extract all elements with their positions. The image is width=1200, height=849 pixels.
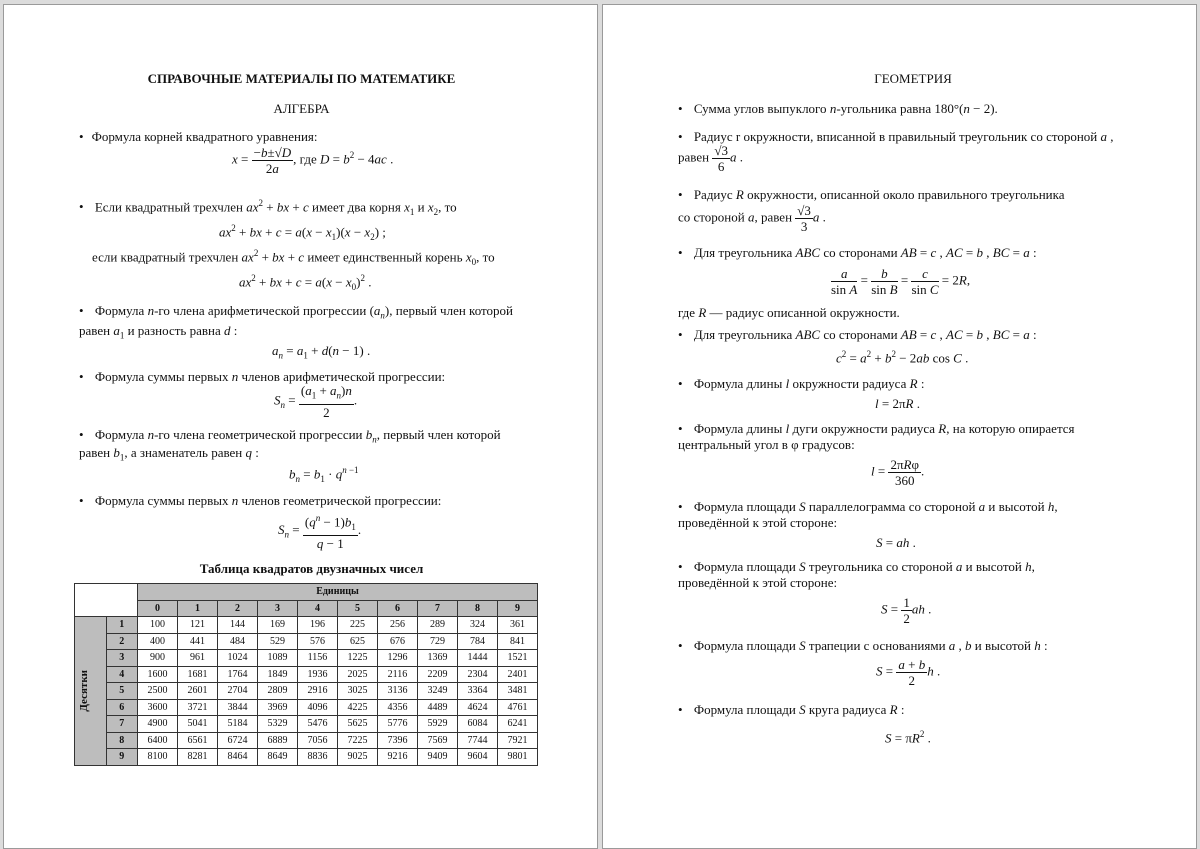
circle-area-item: • Формула площади S круга радиуса R :: [678, 702, 904, 718]
circle-area-formula: $S = \pi R^2$ .: [885, 729, 931, 746]
table-row: [75, 650, 538, 667]
table-cell: 2025: [338, 666, 378, 683]
column-header: 6: [378, 600, 418, 617]
table-cell: 3136: [378, 683, 418, 700]
table-cell: 1296: [378, 650, 418, 667]
geom-nth-formula: $b_n = b_1 \cdot q^{n -1}$: [289, 465, 359, 484]
parallelogram-area-line2: проведённой к этой стороне:: [678, 515, 838, 530]
table-cell: 961: [178, 650, 218, 667]
right-page: [602, 4, 1197, 849]
arith-nth-term-label: • Формула n-го члена арифметической прогрессии $(a_n)$, первый член которой: [79, 303, 513, 321]
table-cell: 900: [138, 650, 178, 667]
sine-law-formula: $\frac{a}{\text{sin A}}$ = $\frac{b}{\text{sin B}}$ = $\frac{c}{\text{sin C}}$ = 2R,: [831, 266, 971, 297]
table-cell: 729: [418, 633, 458, 650]
trapezoid-area-item: • Формула площади S трапеции с основаниями a , b и высотой h :: [678, 638, 1048, 654]
table-cell: 2500: [138, 683, 178, 700]
quadratic-roots-label: • Формула корней квадратного уравнения:: [79, 129, 318, 145]
sine-law-note: где R — радиус описанной окружности.: [678, 305, 900, 320]
table-cell: 1156: [298, 650, 338, 667]
table-cell: 676: [378, 633, 418, 650]
geom-sum-label: • Формула суммы первых n членов геометрической прогрессии:: [79, 493, 441, 509]
table-cell: 5184: [218, 716, 258, 733]
table-cell: 8281: [178, 749, 218, 766]
row-header: 3: [106, 650, 138, 667]
table-cell: 4900: [138, 716, 178, 733]
row-header: 9: [106, 749, 138, 766]
table-cell: 1225: [338, 650, 378, 667]
table-cell: 289: [418, 617, 458, 634]
section-algebra: АЛГЕБРА: [273, 101, 330, 116]
table-cell: 4225: [338, 699, 378, 716]
table-cell: 1600: [138, 666, 178, 683]
table-cell: 6561: [178, 732, 218, 749]
quadratic-formula: x = $\frac{-b\pm√D}{2a}$ , где $D = b^2 - 4ac$ .: [232, 145, 394, 176]
table-cell: 2809: [258, 683, 298, 700]
table-cell: 8649: [258, 749, 298, 766]
inscribed-radius-formula: равен $\frac{√3}{6}$ a .: [678, 143, 743, 174]
table-cell: 121: [178, 617, 218, 634]
square-formula: $ax^2$ + bx + $c = a(x - x_0)^2$ .: [239, 273, 372, 292]
left-page: [3, 4, 598, 849]
table-cell: 9604: [458, 749, 498, 766]
cosine-law-formula: $c^2 = a^2 + b^2 - 2ab$ cos C .: [836, 349, 969, 366]
table-cell: 9025: [338, 749, 378, 766]
triangle-area-line2: проведённой к этой стороне:: [678, 575, 838, 590]
geom-first-term-line: равен $b_1$, а знаменатель равен q :: [79, 445, 259, 463]
table-cell: 3364: [458, 683, 498, 700]
table-row: [75, 617, 538, 634]
circumscribed-radius-formula: со стороной a, равен $\frac{√3}{3}$ a .: [678, 203, 826, 234]
table-cell: 9216: [378, 749, 418, 766]
table-cell: 1444: [458, 650, 498, 667]
table-cell: 7396: [378, 732, 418, 749]
parallelogram-area-formula: S = ah .: [876, 535, 916, 550]
table-cell: 6241: [498, 716, 538, 733]
arith-first-term-line: равен $a_1$ и разность равна d :: [79, 323, 238, 341]
table-cell: 6400: [138, 732, 178, 749]
table-cell: 100: [138, 617, 178, 634]
column-header: 7: [418, 600, 458, 617]
table-cell: 144: [218, 617, 258, 634]
table-cell: 400: [138, 633, 178, 650]
column-header: 3: [258, 600, 298, 617]
table-cell: 4096: [298, 699, 338, 716]
circumscribed-radius-item: • Радиус R окружности, описанной около правильного треугольника: [678, 187, 1065, 203]
column-header: 8: [458, 600, 498, 617]
table-cell: 361: [498, 617, 538, 634]
page-title: СПРАВОЧНЫЕ МАТЕРИАЛЫ ПО МАТЕМАТИКЕ: [147, 71, 456, 86]
table-cell: 2209: [418, 666, 458, 683]
table-cell: 1521: [498, 650, 538, 667]
arc-length-line2: центральный угол в φ градусов:: [678, 437, 855, 452]
table-cell: 4624: [458, 699, 498, 716]
section-geometry: ГЕОМЕТРИЯ: [874, 71, 952, 86]
arc-length-formula: l = $\frac{\text{2πRφ}}{360}$ .: [871, 457, 925, 488]
trinomial-one-root: если квадратный трехчлен $ax^2$ + bx + c имеет единственный корень $x_0$, то: [92, 248, 495, 267]
table-cell: 3600: [138, 699, 178, 716]
tens-header: [75, 617, 107, 766]
trapezoid-area-formula: S = $\frac{a + b}{2}$ h .: [876, 657, 941, 688]
column-header: 9: [498, 600, 538, 617]
table-row: [75, 716, 538, 733]
table-cell: 5476: [298, 716, 338, 733]
table-cell: 1849: [258, 666, 298, 683]
circumference-formula: l = 2πR .: [875, 396, 920, 411]
arc-length-item: • Формула длины l дуги окружности радиуса R, на которую опирается: [678, 421, 1075, 437]
geom-sum-formula: $S_n$ = $\frac{(q^n - 1)b_1}{q - 1}$ .: [278, 513, 362, 551]
table-cell: 2704: [218, 683, 258, 700]
row-header: 8: [106, 732, 138, 749]
table-cell: 3481: [498, 683, 538, 700]
table-cell: 1764: [218, 666, 258, 683]
table-row: [75, 732, 538, 749]
column-header: 5: [338, 600, 378, 617]
table-cell: 6084: [458, 716, 498, 733]
inscribed-radius-item: • Радиус r окружности, вписанной в правильный треугольник со стороной a ,: [678, 129, 1114, 145]
arith-sum-label: • Формула суммы первых n членов арифметической прогрессии:: [79, 369, 445, 385]
table-row: [75, 666, 538, 683]
table-cell: 484: [218, 633, 258, 650]
polygon-angles-item: • Сумма углов выпуклого n-угольника равна 180°(n − 2).: [678, 101, 998, 117]
table-cell: 841: [498, 633, 538, 650]
table-cell: 196: [298, 617, 338, 634]
table-cell: 7056: [298, 732, 338, 749]
table-row: [75, 749, 538, 766]
table-cell: 5625: [338, 716, 378, 733]
table-cell: 169: [258, 617, 298, 634]
table-cell: 3025: [338, 683, 378, 700]
table-cell: 3844: [218, 699, 258, 716]
table-cell: 4489: [418, 699, 458, 716]
table-cell: 8100: [138, 749, 178, 766]
table-cell: 9801: [498, 749, 538, 766]
table-cell: 7921: [498, 732, 538, 749]
table-cell: 5041: [178, 716, 218, 733]
parallelogram-area-item: • Формула площади S параллелограмма со стороной a и высотой h,: [678, 499, 1058, 515]
table-cell: 1089: [258, 650, 298, 667]
table-cell: 2401: [498, 666, 538, 683]
table-cell: 2116: [378, 666, 418, 683]
table-cell: 576: [298, 633, 338, 650]
table-cell: 6889: [258, 732, 298, 749]
sine-law-item: • Для треугольника ABC со сторонами AB = c , AC = b , BC = a :: [678, 245, 1037, 261]
triangle-area-item: • Формула площади S треугольника со стороной a и высотой h,: [678, 559, 1035, 575]
table-cell: 7225: [338, 732, 378, 749]
table-cell: 7569: [418, 732, 458, 749]
table-cell: 2601: [178, 683, 218, 700]
table-corner: [75, 584, 138, 617]
table-row: [75, 633, 538, 650]
table-cell: 3721: [178, 699, 218, 716]
table-cell: 8464: [218, 749, 258, 766]
column-header: 1: [178, 600, 218, 617]
triangle-area-formula: S = $\frac{1}{2}$ ah .: [881, 595, 932, 626]
circumference-item: • Формула длины l окружности радиуса R :: [678, 376, 924, 392]
table-cell: 7744: [458, 732, 498, 749]
row-header: 2: [106, 633, 138, 650]
table-cell: 3249: [418, 683, 458, 700]
tens-header-label: Десятки: [78, 669, 90, 712]
row-header: 5: [106, 683, 138, 700]
units-header: Единицы: [138, 584, 538, 601]
squares-table-title: Таблица квадратов двузначных чисел: [199, 561, 424, 576]
table-cell: 6724: [218, 732, 258, 749]
row-header: 7: [106, 716, 138, 733]
table-cell: 3969: [258, 699, 298, 716]
column-header: 0: [138, 600, 178, 617]
cosine-law-item: • Для треугольника ABC со сторонами AB = c , AC = b , BC = a :: [678, 327, 1037, 343]
row-header: 6: [106, 699, 138, 716]
geom-nth-term-label: • Формула n-го члена геометрической прогрессии $b_n$, первый член которой: [79, 427, 501, 445]
table-cell: 2916: [298, 683, 338, 700]
row-header: 1: [106, 617, 138, 634]
table-cell: 9409: [418, 749, 458, 766]
arith-nth-formula: $a_n = a_1 + d(n - 1)$ .: [272, 343, 371, 361]
row-header: 4: [106, 666, 138, 683]
table-cell: 225: [338, 617, 378, 634]
table-cell: 441: [178, 633, 218, 650]
table-cell: 8836: [298, 749, 338, 766]
table-cell: 256: [378, 617, 418, 634]
squares-table: [74, 583, 538, 766]
table-cell: 5329: [258, 716, 298, 733]
table-cell: 2304: [458, 666, 498, 683]
table-cell: 625: [338, 633, 378, 650]
table-cell: 5776: [378, 716, 418, 733]
table-cell: 1024: [218, 650, 258, 667]
factorization-formula: $ax^2$ + bx + $c = a(x - x_1)(x - x_2)$ ;: [219, 223, 386, 242]
table-cell: 1936: [298, 666, 338, 683]
trinomial-two-roots: • Если квадратный трехчлен $ax^2$ + bx + c имеет два корня $x_1$ и $x_2$, то: [79, 198, 457, 217]
table-cell: 5929: [418, 716, 458, 733]
table-cell: 4356: [378, 699, 418, 716]
column-headers: [75, 600, 538, 617]
table-cell: 1681: [178, 666, 218, 683]
column-header: 4: [298, 600, 338, 617]
arith-sum-formula: $S_n$ = $\frac{(a_1 + a_n)n}{2}$ .: [274, 383, 358, 420]
table-cell: 529: [258, 633, 298, 650]
table-cell: 784: [458, 633, 498, 650]
table-row: [75, 699, 538, 716]
column-header: 2: [218, 600, 258, 617]
table-row: [75, 683, 538, 700]
table-cell: 324: [458, 617, 498, 634]
table-cell: 1369: [418, 650, 458, 667]
table-cell: 4761: [498, 699, 538, 716]
